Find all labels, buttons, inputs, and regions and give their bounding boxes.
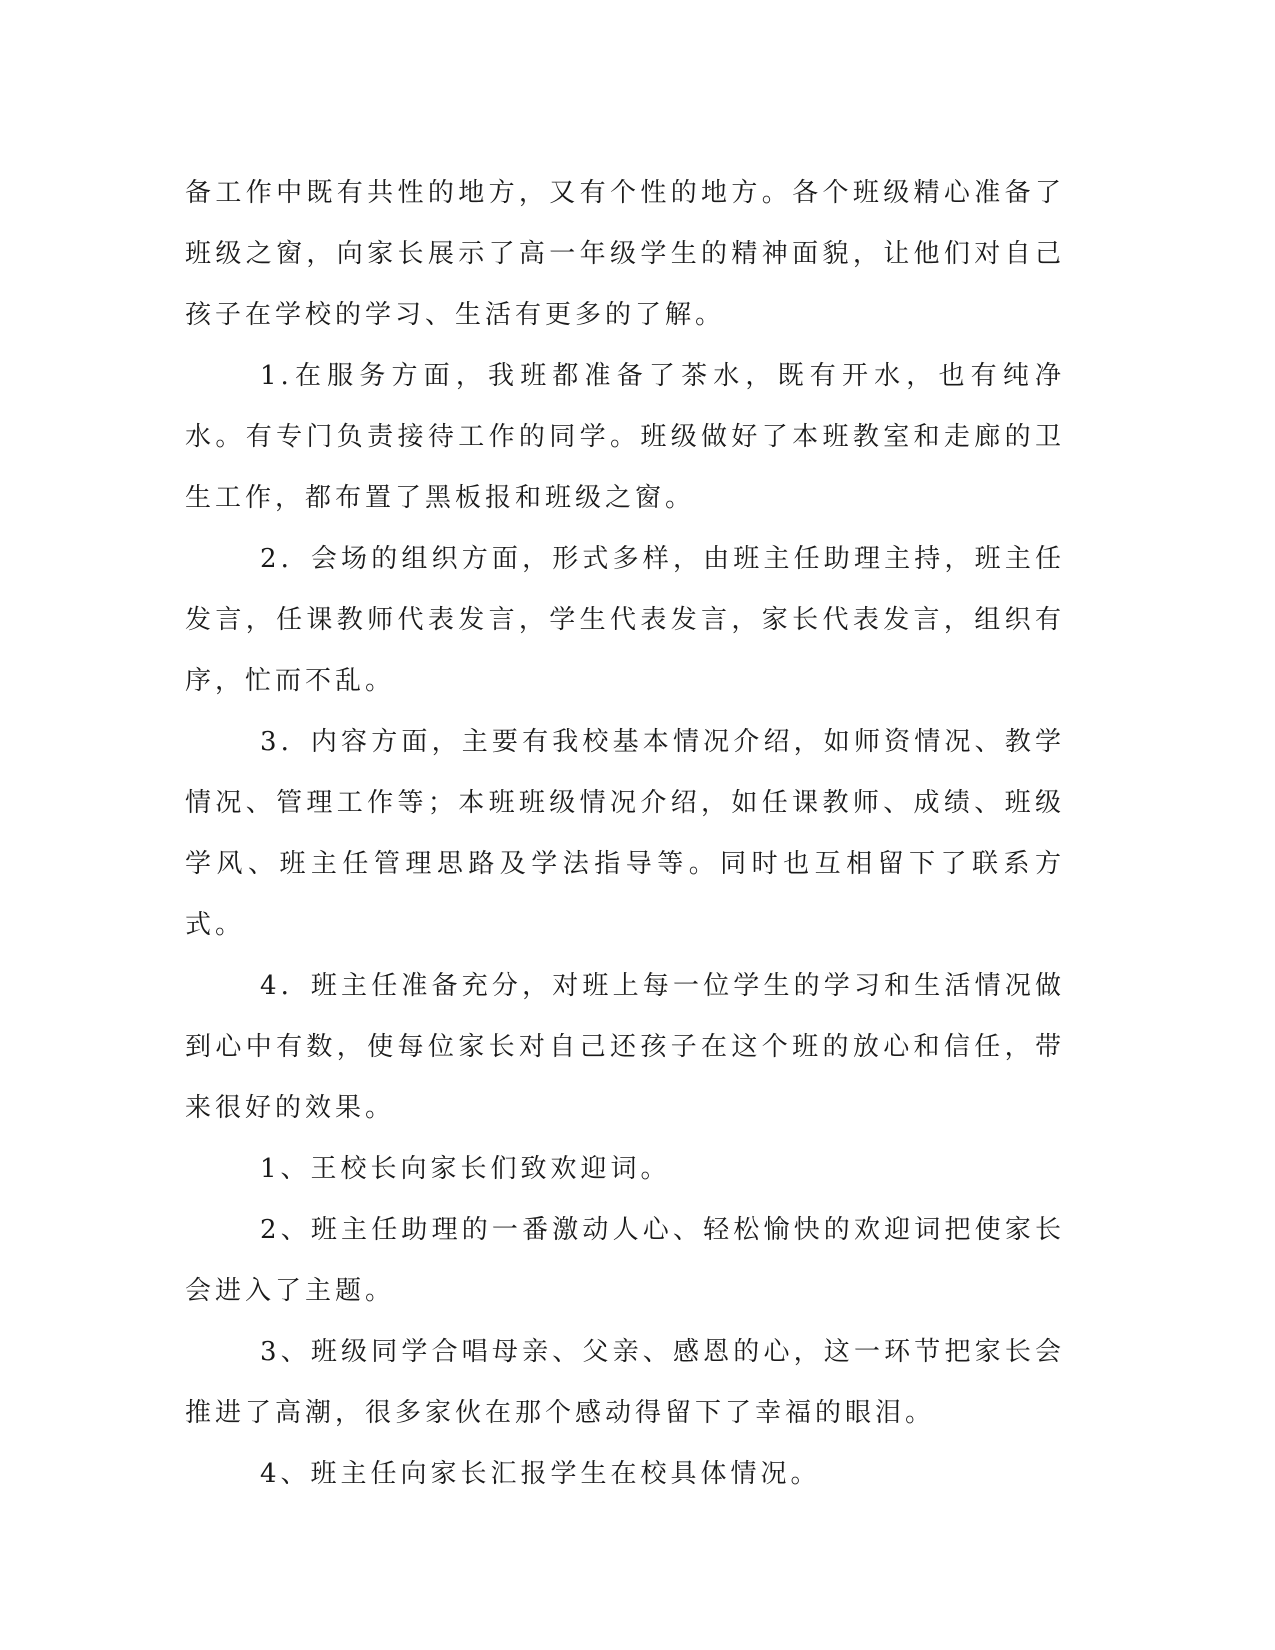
paragraph-service: 1.在服务方面，我班都准备了茶水，既有开水，也有纯净水。有专门负责接待工作的同学。班级做好了本班教室和走廊的卫生工作，都布置了黑板报和班级之窗。 — [185, 361, 1065, 513]
document-body — [185, 163, 1065, 1505]
paragraph-venue-organization: 2．会场的组织方面，形式多样，由班主任助理主持，班主任发言，任课教师代表发言，学生代表发言，家长代表发言，组织有序，忙而不乱。 — [185, 544, 1065, 696]
paragraph-report: 4、班主任向家长汇报学生在校具体情况。 — [260, 1459, 821, 1489]
paragraph-welcome-speech: 1、王校长向家长们致欢迎词。 — [260, 1154, 671, 1184]
paragraph-teacher-preparation: 4．班主任准备充分，对班上每一位学生的学习和生活情况做到心中有数，使每位家长对自己还孩子在这个班的放心和信任，带来很好的效果。 — [185, 971, 1065, 1123]
paragraph-content: 3．内容方面，主要有我校基本情况介绍，如师资情况、教学情况、管理工作等；本班班级情况介绍，如任课教师、成绩、班级学风、班主任管理思路及学法指导等。同时也互相留下了联系方式。 — [185, 727, 1065, 940]
paragraph-continuation: 备工作中既有共性的地方，又有个性的地方。各个班级精心准备了班级之窗，向家长展示了高一年级学生的精神面貌，让他们对自己孩子在学校的学习、生活有更多的了解。 — [185, 178, 1065, 330]
paragraph-assistant-welcome: 2、班主任助理的一番激动人心、轻松愉快的欢迎词把使家长会进入了主题。 — [185, 1215, 1065, 1306]
paragraph-chorus: 3、班级同学合唱母亲、父亲、感恩的心，这一环节把家长会推进了高潮，很多家伙在那个感动得留下了幸福的眼泪。 — [185, 1337, 1065, 1428]
